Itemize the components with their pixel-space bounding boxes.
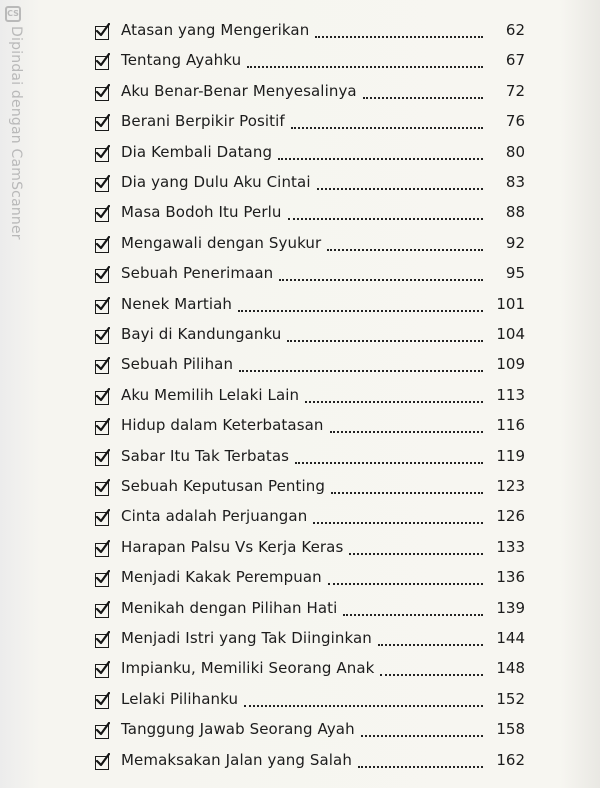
- dot-leader: [349, 545, 483, 555]
- toc-item-page-number: 80: [505, 142, 525, 161]
- checked-box-icon: [95, 482, 109, 496]
- toc-item-page-number: 72: [505, 81, 525, 100]
- dot-leader: [343, 606, 483, 616]
- toc-item: [95, 535, 525, 565]
- toc-item: [95, 504, 525, 534]
- toc-item: [95, 48, 525, 78]
- checked-box-icon: [95, 269, 109, 283]
- toc-item-page-number: 95: [505, 264, 525, 283]
- toc-item-page-number: 88: [505, 203, 525, 222]
- toc-item-title: Tentang Ayahku: [121, 51, 242, 70]
- checked-box-icon: [95, 300, 109, 314]
- toc-item-page-number: 162: [496, 750, 525, 769]
- dot-leader: [330, 423, 483, 433]
- toc-item-page-number: 152: [496, 689, 525, 708]
- toc-item-title: Sebuah Keputusan Penting: [121, 477, 325, 495]
- checked-box-icon: [95, 695, 109, 709]
- dot-leader: [358, 758, 483, 768]
- table-of-contents: [95, 18, 535, 778]
- checked-box-icon: [95, 725, 109, 739]
- toc-item-page-number: 92: [505, 233, 525, 252]
- dot-leader: [244, 697, 483, 707]
- toc-item: [95, 565, 525, 595]
- toc-item-title: Mengawali dengan Syukur: [121, 233, 322, 252]
- toc-item: [95, 109, 525, 139]
- toc-item-page-number: 139: [496, 598, 525, 617]
- checked-box-icon: [95, 87, 109, 101]
- toc-item-title: Atasan yang Mengerikan: [121, 21, 310, 39]
- toc-item-page-number: 109: [496, 355, 525, 374]
- toc-item-page-number: 158: [496, 720, 525, 739]
- toc-item: [95, 261, 525, 291]
- dot-leader: [380, 666, 483, 676]
- toc-item: [95, 656, 525, 686]
- checked-box-icon: [95, 26, 109, 40]
- toc-item-page-number: 67: [505, 51, 525, 70]
- toc-item-title: Menjadi Istri yang Tak Diinginkan: [121, 629, 372, 647]
- toc-item-title: Tanggung Jawab Seorang Ayah: [121, 720, 355, 739]
- toc-item: [95, 322, 525, 352]
- dot-leader: [315, 28, 483, 38]
- toc-item-title: Bayi di Kandunganku: [121, 325, 282, 343]
- checked-box-icon: [95, 512, 109, 526]
- checked-box-icon: [95, 239, 109, 253]
- toc-item-page-number: 113: [496, 385, 525, 404]
- dot-leader: [239, 362, 483, 372]
- dot-leader: [313, 514, 483, 524]
- toc-item-page-number: 116: [496, 416, 525, 435]
- toc-item: [95, 748, 525, 778]
- dot-leader: [363, 89, 483, 99]
- dot-leader: [295, 454, 483, 464]
- dot-leader: [278, 150, 483, 160]
- toc-item-title: Masa Bodoh Itu Perlu: [121, 203, 282, 222]
- toc-item: [95, 18, 525, 48]
- checked-box-icon: [95, 330, 109, 344]
- dot-leader: [327, 241, 483, 251]
- toc-item-page-number: 126: [496, 507, 525, 526]
- toc-item-title: Menjadi Kakak Perempuan: [121, 568, 322, 587]
- checked-box-icon: [95, 664, 109, 678]
- checked-box-icon: [95, 391, 109, 405]
- toc-item-title: Berani Berpikir Positif: [121, 112, 285, 131]
- toc-item-title: Cinta adalah Perjuangan: [121, 507, 308, 526]
- toc-item-page-number: 83: [505, 173, 525, 191]
- toc-item-page-number: 76: [505, 112, 525, 131]
- checked-box-icon: [95, 421, 109, 435]
- toc-item-page-number: 104: [496, 325, 525, 343]
- dot-leader: [328, 575, 483, 585]
- dot-leader: [247, 58, 483, 68]
- toc-item-page-number: 123: [496, 477, 525, 495]
- dot-leader: [317, 180, 483, 190]
- toc-item-title: Hidup dalam Keterbatasan: [121, 416, 324, 435]
- toc-item-title: Aku Memilih Lelaki Lain: [121, 385, 300, 404]
- checked-box-icon: [95, 452, 109, 466]
- toc-item-title: Nenek Martiah: [121, 294, 232, 313]
- toc-item: [95, 292, 525, 322]
- checked-box-icon: [95, 634, 109, 648]
- toc-item-page-number: 133: [496, 537, 525, 556]
- toc-item-title: Impianku, Memiliki Seorang Anak: [121, 659, 375, 678]
- toc-item-title: Sabar Itu Tak Terbatas: [121, 446, 290, 465]
- toc-item: [95, 200, 525, 230]
- checked-box-icon: [95, 208, 109, 222]
- dot-leader: [287, 332, 483, 342]
- toc-item-title: Aku Benar-Benar Menyesalinya: [121, 81, 357, 100]
- toc-item: [95, 596, 525, 626]
- toc-item: [95, 626, 525, 656]
- toc-item: [95, 413, 525, 443]
- toc-item-title: Lelaki Pilihanku: [121, 689, 239, 708]
- toc-item: [95, 383, 525, 413]
- toc-item-page-number: 62: [505, 21, 525, 39]
- checked-box-icon: [95, 178, 109, 192]
- camscanner-watermark: [4, 6, 24, 276]
- toc-item-title: Menikah dengan Pilihan Hati: [121, 598, 338, 617]
- toc-item-title: Dia yang Dulu Aku Cintai: [121, 173, 311, 191]
- toc-item: [95, 444, 525, 474]
- checked-box-icon: [95, 56, 109, 70]
- dot-leader: [378, 636, 483, 646]
- toc-item: [95, 352, 525, 382]
- toc-item: [95, 140, 525, 170]
- checked-box-icon: [95, 543, 109, 557]
- toc-item-title: Harapan Palsu Vs Kerja Keras: [121, 537, 344, 556]
- toc-item: [95, 231, 525, 261]
- dot-leader: [279, 271, 483, 281]
- toc-item-page-number: 144: [496, 629, 525, 647]
- checked-box-icon: [95, 604, 109, 618]
- camscanner-logo-icon: CS: [5, 6, 21, 22]
- dot-leader: [291, 119, 483, 129]
- dot-leader: [305, 393, 483, 403]
- watermark-text: Dipindai dengan CamScanner: [8, 26, 24, 240]
- checked-box-icon: [95, 148, 109, 162]
- toc-item: [95, 687, 525, 717]
- checked-box-icon: [95, 756, 109, 770]
- dot-leader: [361, 727, 483, 737]
- toc-item: [95, 79, 525, 109]
- checked-box-icon: [95, 360, 109, 374]
- toc-item-page-number: 148: [496, 659, 525, 678]
- toc-item: [95, 717, 525, 747]
- toc-item: [95, 474, 525, 504]
- toc-item-page-number: 119: [496, 446, 525, 465]
- dot-leader: [288, 210, 483, 220]
- dot-leader: [238, 302, 483, 312]
- checked-box-icon: [95, 573, 109, 587]
- toc-item-title: Memaksakan Jalan yang Salah: [121, 750, 352, 769]
- toc-item-title: Sebuah Penerimaan: [121, 264, 274, 283]
- toc-item: [95, 170, 525, 200]
- toc-item-title: Sebuah Pilihan: [121, 355, 234, 374]
- toc-item-title: Dia Kembali Datang: [121, 142, 273, 161]
- checked-box-icon: [95, 117, 109, 131]
- toc-item-page-number: 136: [496, 568, 525, 587]
- toc-item-page-number: 101: [496, 294, 525, 313]
- dot-leader: [331, 484, 483, 494]
